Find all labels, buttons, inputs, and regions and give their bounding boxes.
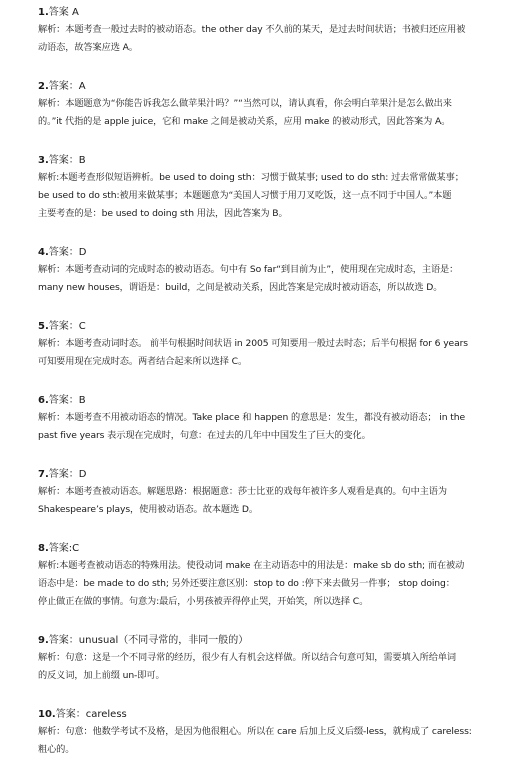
question-number: 8. bbox=[38, 543, 49, 554]
explanation bbox=[38, 95, 512, 131]
explanation bbox=[38, 261, 512, 297]
question-number: 9. bbox=[38, 635, 49, 646]
answer-item-3 bbox=[38, 153, 512, 223]
explanation-line: 解析:本题考查形似短语辨析。be used to doing sth：习惯于做某事; used to do sth: 过去常常做某事； bbox=[38, 172, 464, 183]
explanation bbox=[38, 649, 512, 685]
explanation-line: be used to do sth:被用来做某事；本题题意为“美国人习惯于用刀叉吃饭，这一点不同于中国人。”本题 bbox=[38, 190, 452, 201]
answer-text: 答案：B bbox=[48, 155, 86, 166]
explanation-line: 主要考查的是：be used to doing sth 用法，因此答案为 B。 bbox=[38, 208, 288, 219]
explanation-line: 的反义词，加上前缀 un-即可。 bbox=[38, 670, 165, 681]
answer-line bbox=[38, 245, 512, 261]
answer-line bbox=[38, 633, 512, 649]
explanation-line: 可知要用现在完成时态。两者结合起来所以选择 C。 bbox=[38, 356, 248, 367]
explanation bbox=[38, 483, 512, 519]
answer-line bbox=[38, 5, 512, 21]
answer-text: 答案：careless bbox=[55, 709, 127, 720]
question-number: 5. bbox=[38, 321, 49, 332]
answer-item-8 bbox=[38, 541, 512, 611]
explanation bbox=[38, 557, 512, 611]
explanation-line: 粗心的。 bbox=[38, 744, 75, 755]
question-number: 6. bbox=[38, 395, 49, 406]
explanation-line: past five years 表示现在完成时，句意：在过去的几年中中国发生了巨大的变化。 bbox=[38, 430, 371, 441]
explanation-line: 的。”it 代指的是 apple juice，它和 make 之间是被动关系，应用 make 的被动形式，因此答案为 A。 bbox=[38, 116, 451, 127]
answer-line bbox=[38, 467, 512, 483]
explanation-line: 解析：本题考查一般过去时的被动语态。the other day 不久前的某天，是过去时间状语；书被归还应用被 bbox=[38, 24, 466, 35]
answer-item-7 bbox=[38, 467, 512, 519]
explanation-line: 停止做正在做的事情。句意为:最后，小男孩被弄得停止哭，开始笑，所以选择 C。 bbox=[38, 596, 369, 607]
question-number: 1. bbox=[38, 7, 49, 18]
explanation-line: 解析:本题考查被动语态的特殊用法。使役动词 make 在主动语态中的用法是：make sb do sth; 而在被动 bbox=[38, 560, 465, 571]
answer-line bbox=[38, 707, 512, 723]
answer-item-1 bbox=[38, 5, 512, 57]
explanation-line: 解析：本题考查动词的完成时态的被动语态。句中有 So far“到目前为止”，使用现在完成时态，主语是： bbox=[38, 264, 459, 275]
answer-line bbox=[38, 319, 512, 335]
explanation-line: 解析：句意：这是一个不同寻常的经历，很少有人有机会这样做。所以结合句意可知，需要填入所给单词 bbox=[38, 652, 457, 663]
answer-text: 答案：A bbox=[48, 81, 86, 92]
answer-text: 答案 A bbox=[48, 7, 79, 18]
explanation-line: 解析：句意：他数学考试不及格，是因为他很粗心。所以在 care 后加上反义后缀-less，就构成了 careless: bbox=[38, 726, 472, 737]
answer-text: 答案：D bbox=[48, 247, 87, 258]
answer-item-10 bbox=[38, 707, 512, 759]
answer-item-5 bbox=[38, 319, 512, 371]
answer-text: 答案：B bbox=[48, 395, 86, 406]
answer-item-4 bbox=[38, 245, 512, 297]
explanation-line: many new houses，谓语是：build，之间是被动关系，因此答案是完成时被动语态，所以故选 D。 bbox=[38, 282, 443, 293]
explanation-line: Shakespeare’s plays，使用被动语态。故本题选 D。 bbox=[38, 504, 258, 515]
explanation-line: 解析：本题考查被动语态。解题思路：根据题意：莎士比亚的戏每年被许多人观看是真的。句中主语为 bbox=[38, 486, 447, 497]
explanation bbox=[38, 21, 512, 57]
explanation-line: 解析：本题考查动词时态。 前半句根据时间状语 in 2005 可知要用一般过去时态；后半句根据 for 6 years bbox=[38, 338, 468, 349]
explanation bbox=[38, 335, 512, 371]
question-number: 3. bbox=[38, 155, 49, 166]
answer-line bbox=[38, 153, 512, 169]
answer-text: 答案：C bbox=[48, 321, 86, 332]
answer-text: 答案:C bbox=[48, 543, 80, 554]
answer-line bbox=[38, 541, 512, 557]
answer-item-2 bbox=[38, 79, 512, 131]
answer-item-9 bbox=[38, 633, 512, 685]
question-number: 7. bbox=[38, 469, 49, 480]
explanation bbox=[38, 409, 512, 445]
explanation-line: 解析：本题题意为“你能告诉我怎么做苹果汁吗？”“当然可以，请认真看，你会明白苹果汁是怎么做出来 bbox=[38, 98, 452, 109]
answer-line bbox=[38, 393, 512, 409]
explanation bbox=[38, 723, 512, 759]
explanation-line: 动语态，故答案应选 A。 bbox=[38, 42, 138, 53]
answer-line bbox=[38, 79, 512, 95]
question-number: 10. bbox=[38, 709, 56, 720]
question-number: 4. bbox=[38, 247, 49, 258]
explanation-line: 语态中是：be made to do sth; 另外还要注意区别：stop to do :停下来去做另一件事； stop doing： bbox=[38, 578, 455, 589]
explanation-line: 解析：本题考查不用被动语态的情况。Take place 和 happen 的意思是：发生，都没有被动语态； in the bbox=[38, 412, 466, 423]
explanation bbox=[38, 169, 512, 223]
answer-text: 答案：D bbox=[48, 469, 87, 480]
answer-item-6 bbox=[38, 393, 512, 445]
answer-text: 答案：unusual（不同寻常的，非同一般的） bbox=[48, 635, 249, 646]
question-number: 2. bbox=[38, 81, 49, 92]
